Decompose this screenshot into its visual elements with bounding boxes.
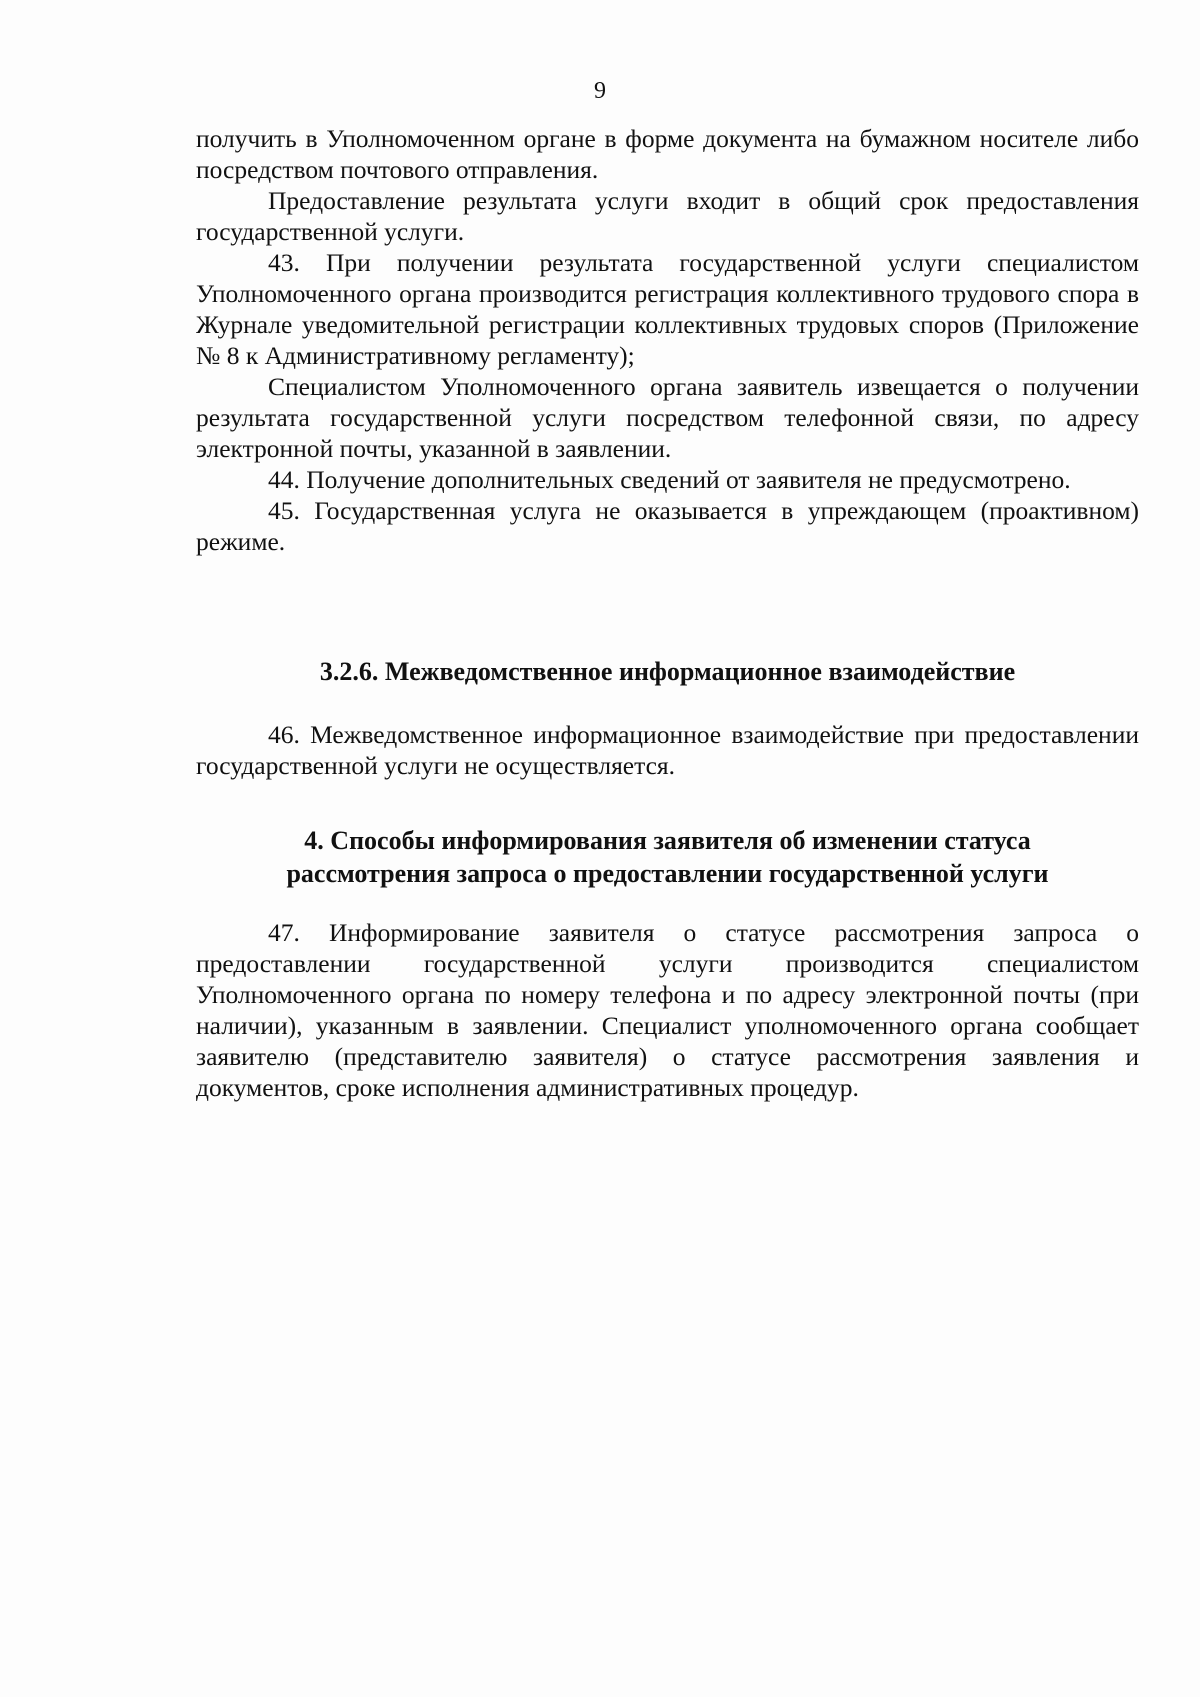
section-heading-4 xyxy=(196,824,1139,890)
body-block-3 xyxy=(196,917,1139,1103)
paragraph-43: 43. При получении результата государственной услуги специалистом Уполномоченного органа производится регистрация коллективного трудового спора в Журнале уведомительной регистрации коллективных трудовых споров (Приложение № 8 к Административному регламенту); xyxy=(196,248,1139,370)
section-heading-4-line-2: рассмотрения запроса о предоставлении государственной услуги xyxy=(286,859,1049,888)
page-number: 9 xyxy=(594,78,606,104)
body-block-2 xyxy=(196,719,1139,781)
paragraph-continuation: получить в Уполномоченном органе в форме документа на бумажном носителе либо посредством почтового отправления. xyxy=(196,124,1139,184)
paragraph-46: 46. Межведомственное информационное взаимодействие при предоставлении государственной услуги не осуществляется. xyxy=(196,720,1139,780)
paragraph-notification: Специалистом Уполномоченного органа заявитель извещается о получении результата государственной услуги посредством телефонной связи, по адресу электронной почты, указанной в заявлении. xyxy=(196,372,1139,463)
section-heading-3-2-6: 3.2.6. Межведомственное информационное взаимодействие xyxy=(319,657,1016,686)
paragraph-47: 47. Информирование заявителя о статусе рассмотрения запроса о предоставлении государственной услуги производится специалистом Уполномоченного органа по номеру телефона и по адресу электронной почты (при наличии), указанным в заявлении. Специалист уполномоченного органа сообщает заявителю (представителю заявителя) о статусе рассмотрения заявления и документов, сроке исполнения административных процедур. xyxy=(196,918,1139,1102)
section-heading-4-line-1: 4. Способы информирования заявителя об изменении статуса xyxy=(304,826,1031,855)
paragraph-44: 44. Получение дополнительных сведений от заявителя не предусмотрено. xyxy=(268,465,1071,494)
paragraph-45: 45. Государственная услуга не оказывается в упреждающем (проактивном) режиме. xyxy=(196,496,1139,556)
body-block-1 xyxy=(196,123,1139,557)
paragraph-result-term: Предоставление результата услуги входит в общий срок предоставления государственной услуги. xyxy=(196,186,1139,246)
